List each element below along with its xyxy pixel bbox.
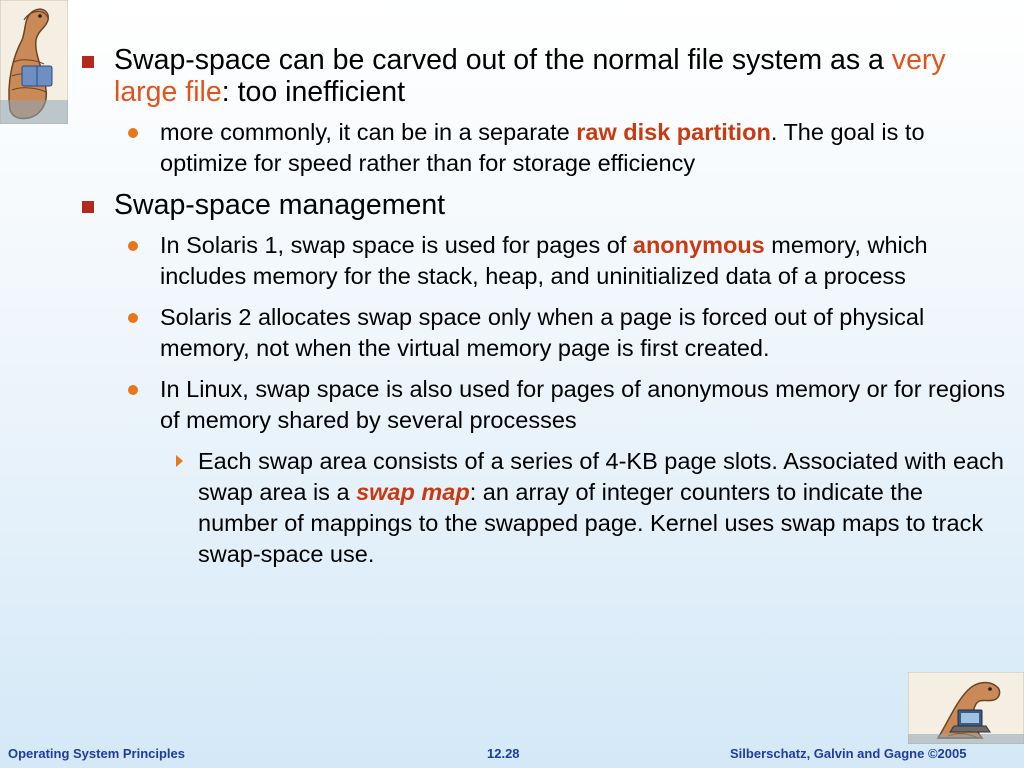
round-bullet-icon — [128, 385, 138, 395]
highlight-raw-disk-partition: raw disk partition — [576, 119, 771, 145]
bullet-text: In Solaris 1, swap space is used for pages of — [160, 232, 633, 258]
bullet-item — [78, 189, 1008, 221]
footer-course-title: Operating System Principles — [8, 746, 186, 761]
sub-bullet-item — [78, 230, 1008, 292]
highlight-anonymous: anonymous — [632, 232, 765, 258]
sub-bullet-item — [78, 302, 1008, 364]
bullet-item — [78, 44, 1008, 108]
highlight-very-large-file: very large file — [114, 44, 946, 108]
round-bullet-icon — [128, 313, 138, 323]
footer-slide-number: 12.28 — [487, 746, 520, 761]
highlight-swap-map: swap map — [356, 479, 470, 505]
round-bullet-icon — [128, 241, 138, 251]
bullet-text: : too inefficient — [221, 76, 405, 108]
square-bullet-icon — [82, 56, 94, 68]
bullet-text: more commonly, it can be in a separate — [160, 119, 577, 145]
bullet-text: In Linux, swap space is also used for pages of anonymous memory or for regions of memory shared by several processes — [160, 376, 1006, 433]
bullet-text: Each swap area consists of a series of 4-KB page slots. Associated with each swap area is a — [198, 448, 1004, 505]
sub-bullet-item — [78, 117, 1008, 179]
dinosaur-reading-icon — [0, 0, 68, 124]
bullet-text: Solaris 2 allocates swap space only when a page is forced out of physical memory, not when the virtual memory page is first created. — [160, 304, 925, 361]
bullet-text: Swap-space management — [114, 189, 446, 221]
sub-sub-bullet-item — [78, 446, 1008, 570]
footer-copyright: Silberschatz, Galvin and Gagne ©2005 — [730, 746, 967, 761]
triangle-bullet-icon — [176, 455, 183, 467]
sub-bullet-item — [78, 374, 1008, 436]
square-bullet-icon — [82, 201, 94, 213]
slide-content — [78, 44, 1008, 578]
bullet-text: : an array of integer counters to indicate the number of mappings to the swapped page. Kernel uses swap maps to track swap-space use. — [198, 479, 984, 567]
round-bullet-icon — [128, 128, 138, 138]
bullet-text: memory, which includes memory for the stack, heap, and uninitialized data of a process — [160, 232, 928, 289]
bullet-text: . The goal is to optimize for speed rather than for storage efficiency — [160, 119, 925, 176]
dinosaur-laptop-icon — [908, 672, 1024, 744]
bullet-text: Swap-space can be carved out of the normal file system as a — [114, 44, 892, 76]
